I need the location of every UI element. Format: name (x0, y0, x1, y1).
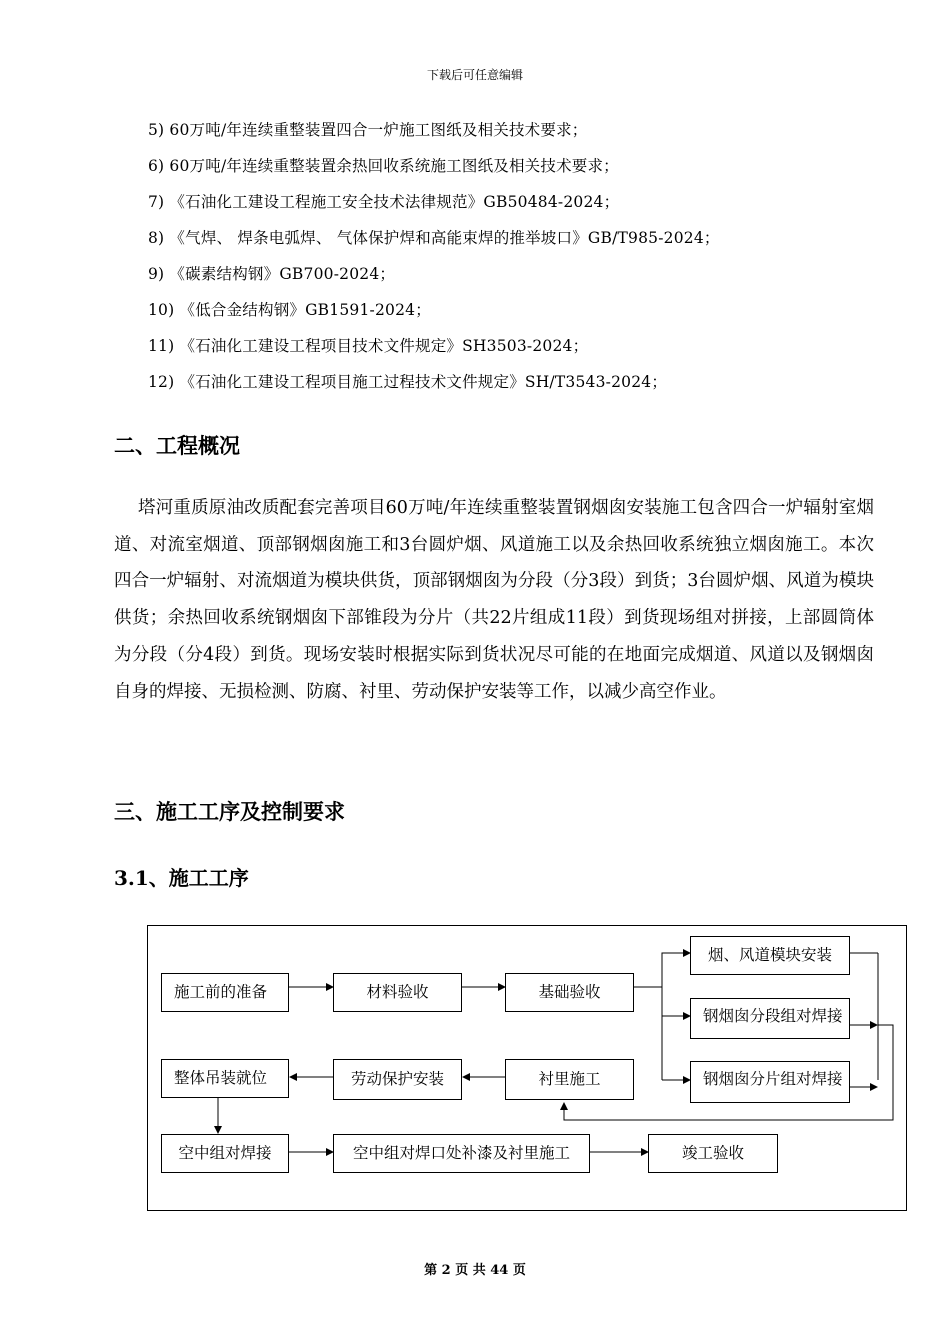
reference-item: 7) 《石油化工建设工程施工安全技术法律规范》GB50484-2024； (148, 193, 620, 211)
section-title-overview: 二、工程概况 (114, 433, 240, 458)
overview-paragraph: 塔河重质原油改质配套完善项目60万吨/年连续重整装置钢烟囱安装施工包含四合一炉辐射室烟道、对流室烟道、顶部钢烟囱施工和3台圆炉烟、风道施工以及余热回收系统独立烟囱施工。本次四合一炉辐射、对流烟道为模块供货，顶部钢烟囱为分段（分3段）到货；3台圆炉烟、风道为模块供货；余热回收系统钢烟囱下部锥段为分片（共22片组成11段）到货现场组对拼接，上部圆筒体为分段（分4段）到货。现场安装时根据实际到货状况尽可能的在地面完成烟道、风道以及钢烟囱自身的焊接、无损检测、防腐、衬里、劳动保护安装等工作，以减少高空作业。 (114, 498, 874, 702)
flow-step-prep: 施工前的准备 (161, 973, 289, 1012)
page-number: 第 2 页 共 44 页 (424, 1263, 526, 1278)
flow-step-module: 烟、风道模块安装 (690, 936, 850, 975)
section-title-process: 三、施工工序及控制要求 (114, 799, 345, 824)
reference-item: 8) 《气焊、 焊条电弧焊、 气体保护焊和高能束焊的推举坡口》GB/T985-2024； (148, 229, 720, 247)
flow-step-piece-weld: 钢烟囱分片组对焊接 (690, 1061, 850, 1103)
flow-step-foundation: 基础验收 (505, 973, 634, 1012)
reference-item: 10) 《低合金结构钢》GB1591-2024； (148, 301, 431, 319)
subsection-title-sequence: 3.1、施工工序 (114, 866, 249, 890)
flow-step-lifting: 整体吊装就位 (161, 1059, 289, 1098)
flow-step-acceptance: 竣工验收 (648, 1134, 778, 1173)
header-note: 下载后可任意编辑 (426, 68, 523, 82)
flow-step-air-paint: 空中组对焊口处补漆及衬里施工 (333, 1134, 590, 1173)
reference-item: 11) 《石油化工建设工程项目技术文件规定》SH3503-2024； (148, 337, 589, 355)
flow-step-material: 材料验收 (333, 973, 462, 1012)
reference-item: 9) 《碳素结构钢》GB700-2024； (148, 265, 396, 283)
reference-item: 12) 《石油化工建设工程项目施工过程技术文件规定》SH/T3543-2024； (148, 373, 668, 391)
flow-step-air-weld: 空中组对焊接 (161, 1134, 289, 1173)
reference-item: 5) 60万吨/年连续重整装置四合一炉施工图纸及相关技术要求； (148, 121, 588, 139)
flow-step-protection: 劳动保护安装 (333, 1059, 462, 1100)
flow-step-segment-weld: 钢烟囱分段组对焊接 (690, 998, 850, 1039)
flow-step-lining: 衬里施工 (505, 1059, 634, 1100)
reference-item: 6) 60万吨/年连续重整装置余热回收系统施工图纸及相关技术要求； (148, 157, 619, 175)
